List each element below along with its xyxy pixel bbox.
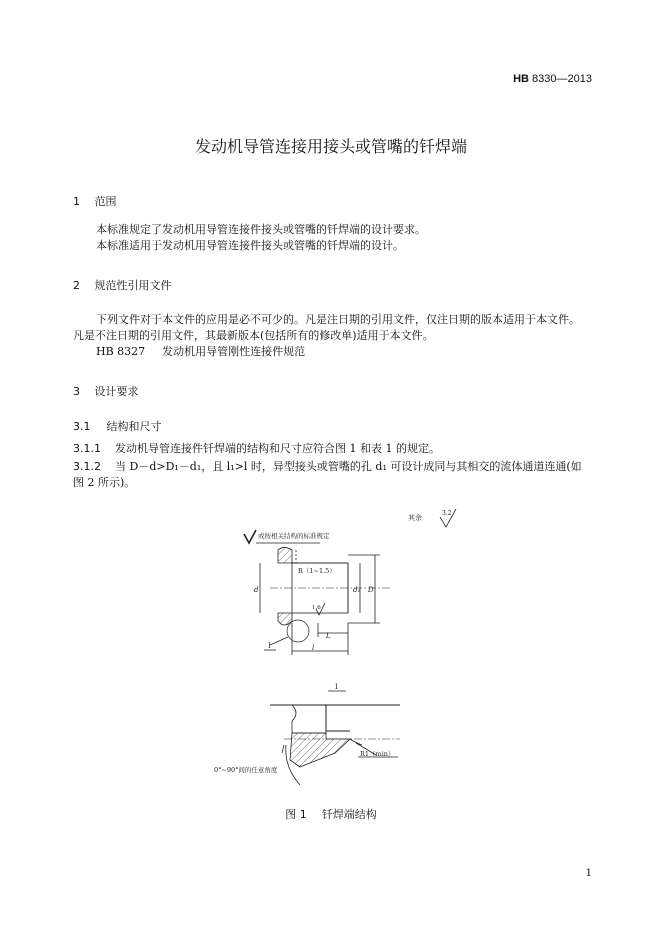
standard-number [513,73,592,85]
section-2-para-line-1: 下列文件对于本文件的应用是必不可少的。凡是注日期的引用文件，仅注日期的版本适用于本文件。 [96,313,580,326]
remainder-label: 其余 [408,514,422,522]
section-3-number: 3 [73,385,80,398]
figure-caption-title: 钎焊端结构 [321,808,377,821]
angle-note: 0°~90°间的任意角度 [214,766,278,774]
clause-3-1-2-number: 3.1.2 [73,460,101,473]
detail-bore-profile [326,705,350,731]
reference-code: HB 8327 [96,345,146,358]
inner-roughness-value: 1.6 [312,605,321,611]
standard-prefix: HB [513,73,529,85]
detail-reference: I [268,642,271,650]
figure-1-caption [0,806,662,822]
figure-caption-number: 图 1 [285,808,307,821]
document-title: 发动机导管连接用接头或管嘴的钎焊端 [194,137,467,156]
roughness-note-icon [244,530,256,543]
section-1-title: 范围 [94,195,117,208]
dimension-D: D [368,586,374,594]
dimension-d1: d₁ [353,586,361,594]
section-1-number: 1 [73,195,80,208]
clause-3-1-1-text: 发动机导管连接件钎焊端的结构和尺寸应符合图 1 和表 1 的规定。 [115,442,440,455]
reference-title: 发动机用导管刚性连接件规范 [162,345,306,358]
page-number: 1 [585,868,592,879]
normative-reference [96,344,305,360]
detail-hatch [290,733,350,767]
clause-3-1-2-line-1: 当 D－d>D₁－d₁，且 l₁>l 时，异型接头或管嘴的孔 d₁ 可设计成同与其相交的流体通道连通(如 [115,460,582,473]
clause-3-1-2 [73,459,593,475]
clause-3-1-1 [73,441,593,457]
section-2-para-line-2: 凡是不注日期的引用文件，其最新版本(包括所有的修改单)适用于本文件。 [73,329,434,342]
section-2-heading [73,277,172,293]
clause-3-1-2-line-2: 图 2 所示)。 [73,476,136,489]
detail-circle [287,620,309,642]
subsection-3-1-title: 结构和尺寸 [106,420,162,433]
section-1-para-1: 本标准规定了发动机用导管连接件接头或管嘴的钎焊端的设计要求。 [96,223,426,236]
standard-code: 8330—2013 [532,73,592,85]
figure-note: 或按相关结构的标准规定 [258,532,330,540]
upper-wall-hatch [278,548,292,564]
section-1-heading [73,193,117,209]
dimension-l: l [312,644,315,652]
subsection-3-1-heading [73,418,162,434]
remainder-roughness-value: 3.2 [442,510,452,517]
detail-title: I [335,683,338,691]
section-1-para-2: 本标准适用于发动机用导管连接件接头或管嘴的钎焊端的设计。 [96,239,404,252]
figure-1-drawing [200,505,480,795]
section-3-title: 设计要求 [94,385,139,398]
radius-label: R（1~1.5） [298,567,336,575]
dimension-L: L [326,632,331,640]
subsection-3-1-number: 3.1 [73,420,91,433]
section-2-number: 2 [73,279,80,292]
section-3-heading [73,383,139,399]
clause-3-1-1-number: 3.1.1 [73,442,101,455]
section-2-title: 规范性引用文件 [94,279,172,292]
dimension-d: d [254,586,259,594]
min-radius-label: R1（min） [360,750,395,758]
